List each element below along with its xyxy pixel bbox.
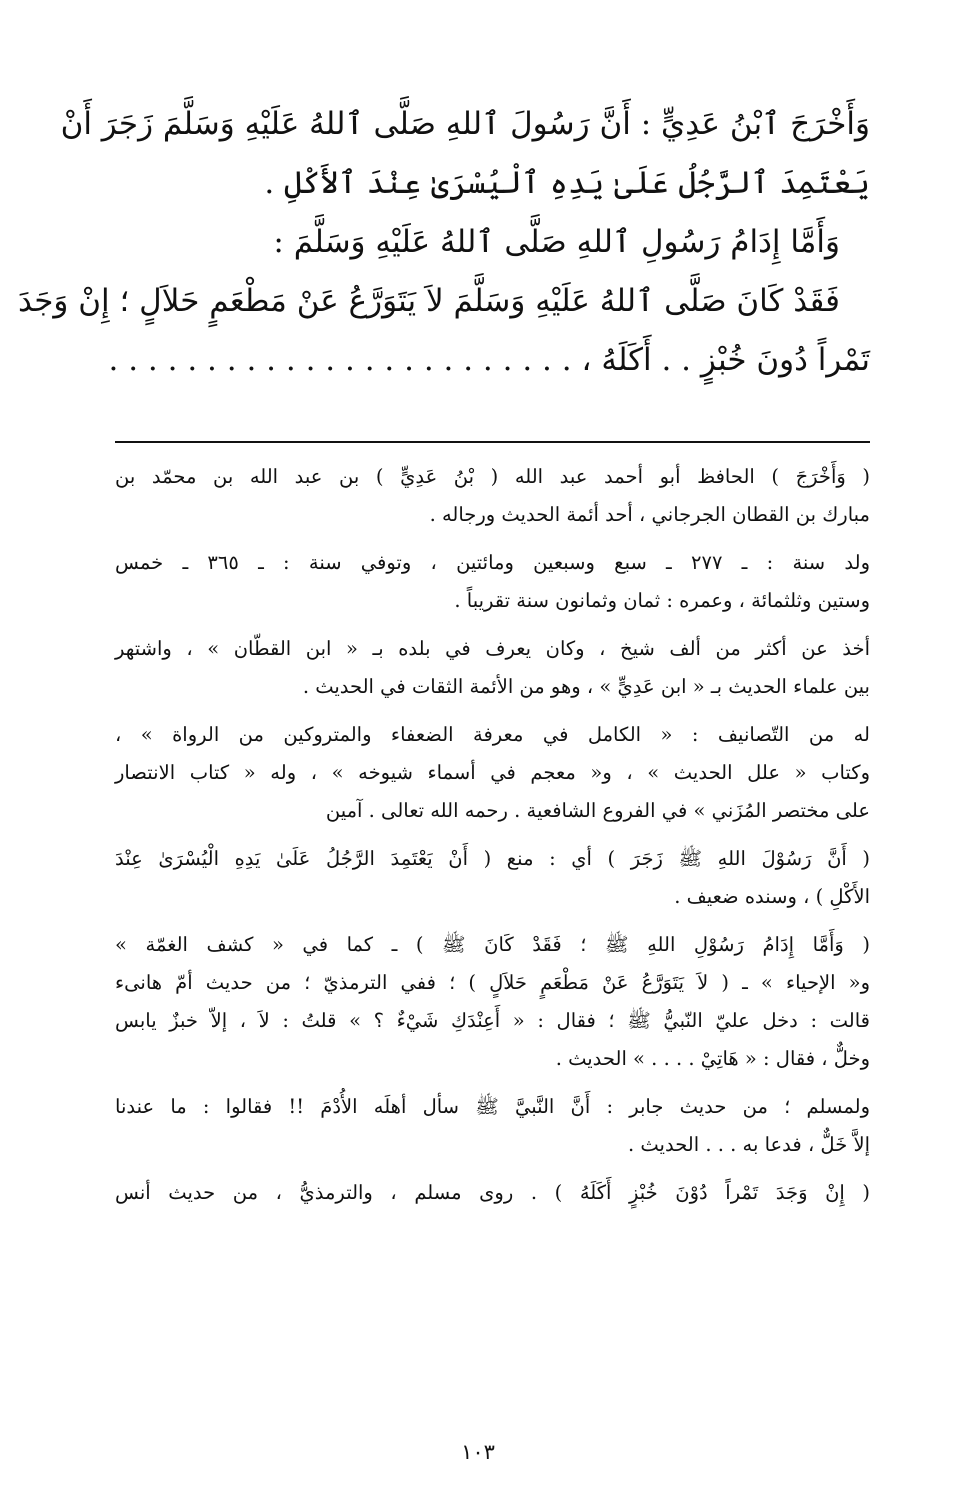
note-line: مبارك بن القطان الجرجاني ، أحد أئمة الحديث ورجاله . xyxy=(429,503,870,526)
note-line: وكتاب « علل الحديث » ، و« معجم في أسماء شيوخه » ، وله « كتاب الانتصار xyxy=(115,761,870,784)
note-paragraph xyxy=(115,716,870,830)
main-line: يَعْتَمِدَ ٱلرَّجُلُ عَلَىٰ يَدِهِ ٱلْيُسْرَىٰ عِنْدَ ٱلأَكْلِ . xyxy=(264,165,870,201)
note-line: و« الإحياء » ـ ( لاَ يَتَوَرَّعُ عَنْ مَطْعَمٍ حَلاَلٍ ) ؛ ففي الترمذيّ ؛ من حديث أمّ هانىء xyxy=(115,971,870,994)
note-paragraph xyxy=(115,1174,870,1212)
main-line: وَأَخْرَجَ ٱبْنُ عَدِيٍّ : أَنَّ رَسُولَ ٱللهِ صَلَّى ٱللهُ عَلَيْهِ وَسَلَّمَ زَجَرَ أَنْ xyxy=(60,106,870,142)
page-number: ١٠٣ xyxy=(461,1440,495,1464)
note-line: ولمسلم ؛ من حديث جابر : أَنَّ النَّبيَّ ﷺ سأل أهلَه الأُدْمَ !! فقالوا : ما عندنا xyxy=(115,1095,870,1118)
main-line: تَمْراً دُونَ خُبْزٍ . . أَكَلَهُ ، . . . . . . . . . . . . . . . . . . . . . . . . xyxy=(108,342,870,378)
note-line: بين علماء الحديث بـ « ابن عَدِيٍّ » ، وهو من الأئمة الثقات في الحديث . xyxy=(302,675,870,698)
note-line: ( وَأَمَّا إِدَامُ رَسُوْلِ اللهِ ﷺ ؛ فَقَدْ كَانَ ﷺ ) ـ كما في « كشف الغمّة » xyxy=(115,933,870,956)
note-line: وستين وثلثمائة ، وعمره : ثمان وثمانون سنة تقريباً . xyxy=(454,589,870,612)
note-paragraph xyxy=(115,458,870,534)
note-line: ولد سنة : ـ ٢٧٧ ـ سبع وسبعين ومائتين ، وتوفي سنة : ـ ٣٦٥ ـ خمس xyxy=(115,551,870,574)
note-line: ( إِنْ وَجَدَ تَمْراً دُوْنَ خُبْزٍ أَكَلَهُ ) . روى مسلم ، والترمذيُّ ، من حديث أنس xyxy=(115,1181,870,1204)
note-paragraph xyxy=(115,926,870,1078)
note-line: ( وَأَخْرَجَ ) الحافظ أبو أحمد عبد الله ( بْنُ عَدِيٍّ ) بن عبد الله بن محمّد بن xyxy=(115,465,870,488)
note-line: الأَكْلِ ) ، وسنده ضعيف . xyxy=(674,885,870,908)
note-line: له من التّصانيف : « الكامل في معرفة الضعفاء والمتروكين من الرواة » ، xyxy=(115,723,870,746)
main-text xyxy=(17,95,870,390)
footnote-separator xyxy=(115,441,870,443)
note-paragraph xyxy=(115,630,870,706)
main-line: فَقَدْ كَانَ صَلَّى ٱللهُ عَلَيْهِ وَسَلَّمَ لاَ يَتَوَرَّعُ عَنْ مَطْعَمٍ حَلاَلٍ ؛ إِنْ وَجَدَ xyxy=(17,283,840,319)
note-paragraph xyxy=(115,544,870,620)
note-line: على مختصر المُزَني » في الفروع الشافعية . رحمه الله تعالى . آمين xyxy=(325,799,870,822)
note-line: وخلٌّ ، فقال : « هَاتِيْ . . . . » الحديث . xyxy=(555,1047,870,1070)
note-paragraph xyxy=(115,840,870,916)
note-line: إلاَّ خَلٌّ ، فدعا به . . . الحديث . xyxy=(627,1133,870,1156)
note-line: قالت : دخل عليّ النّبيُّ ﷺ ؛ فقال : « أَعِنْدَكِ شَيْءٌ ؟ » قلتُ : لاَ ، إلاّ خبزٌ يابس xyxy=(115,1009,870,1032)
main-line: وَأَمَّا إِدَامُ رَسُولِ ٱللهِ صَلَّى ٱللهُ عَلَيْهِ وَسَلَّمَ : xyxy=(273,224,840,260)
footnotes xyxy=(115,458,870,1222)
note-line: ( أَنَّ رَسُوْلَ اللهِ ﷺ زَجَرَ ) أي : منع ( أَنْ يَعْتَمِدَ الرَّجُلُ عَلَىٰ يَدِهِ الْيُسْرَىٰ عِنْدَ xyxy=(115,847,870,870)
note-line: أخذ عن أكثر من ألف شيخ ، وكان يعرف في بلده بـ « ابن القطّان » ، واشتهر xyxy=(115,637,870,660)
note-paragraph xyxy=(115,1088,870,1164)
